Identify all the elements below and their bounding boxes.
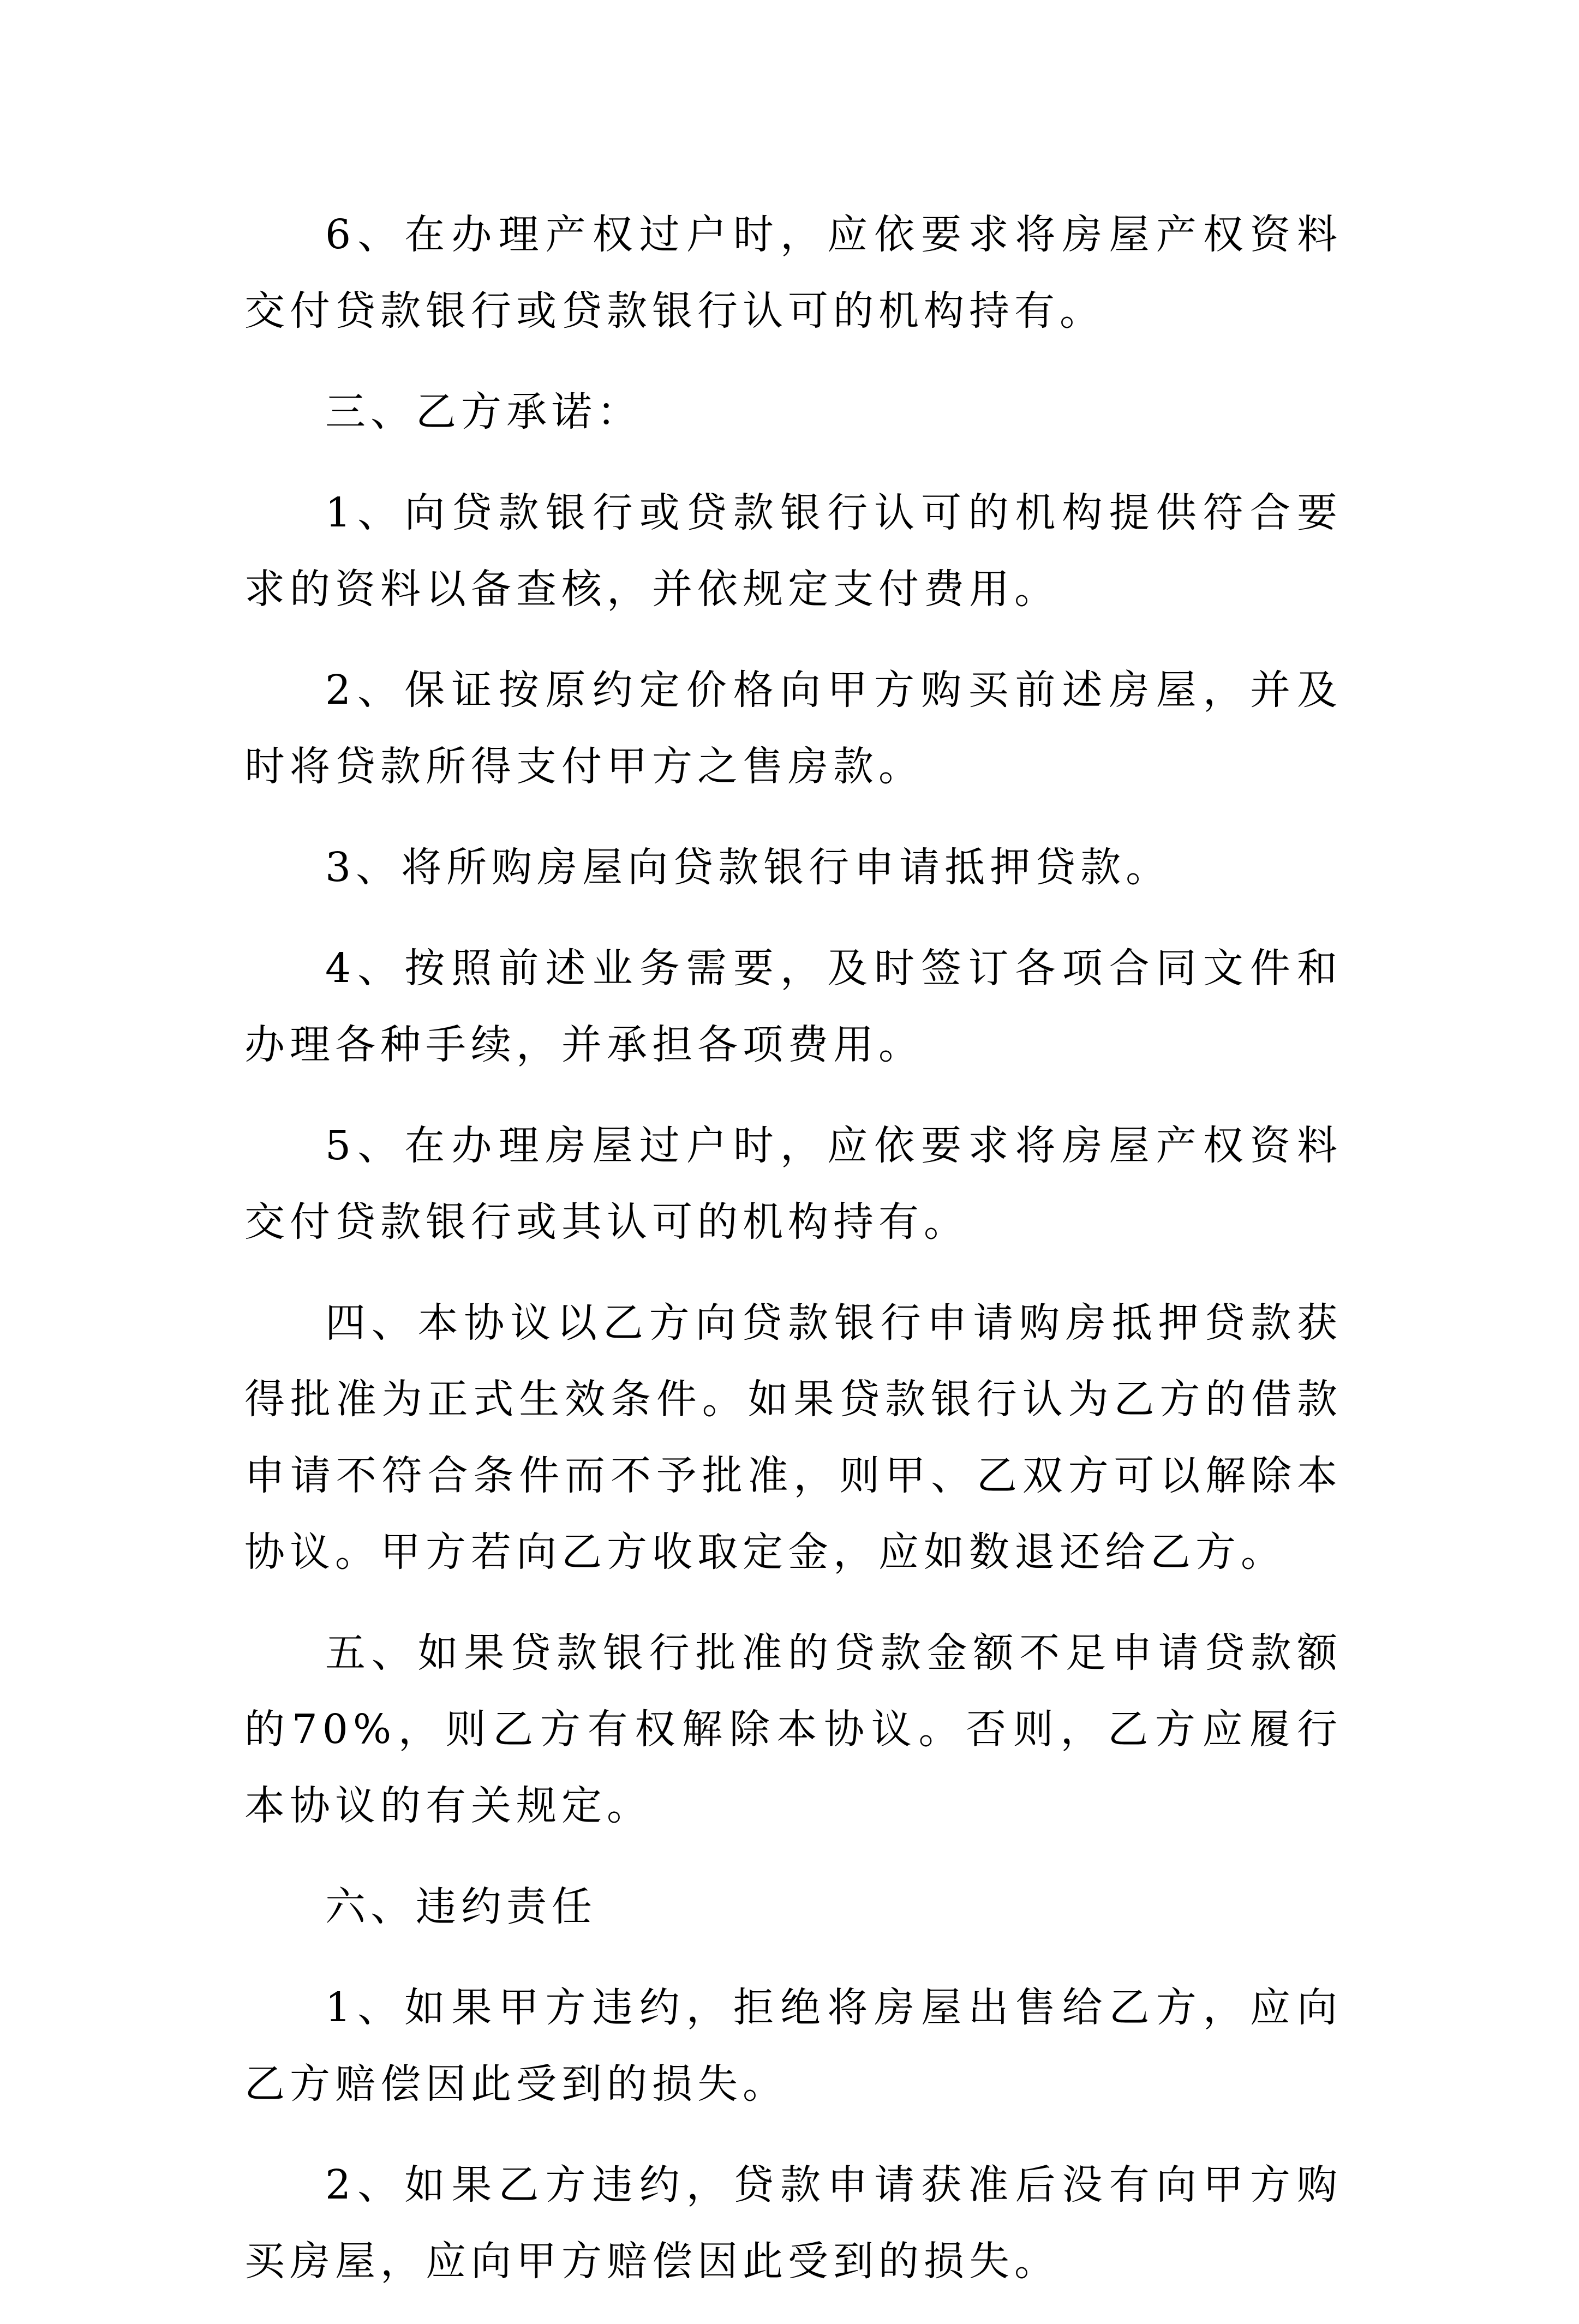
clause-3-2: 2、保证按原约定价格向甲方购买前述房屋，并及时将贷款所得支付甲方之售房款。 (244, 667, 1342, 790)
clause-6-1: 1、如果甲方违约，拒绝将房屋出售给乙方，应向乙方赔偿因此受到的损失。 (244, 1984, 1342, 2107)
clause-3-1: 1、向贷款银行或贷款银行认可的机构提供符合要求的资料以备查核，并依规定支付费用。 (244, 489, 1342, 613)
clause-6-2: 2、如果乙方违约，贷款申请获准后没有向甲方购买房屋，应向甲方赔偿因此受到的损失。 (244, 2161, 1342, 2285)
section-4-paragraph: 四、本协议以乙方向贷款银行申请购房抵押贷款获得批准为正式生效条件。如果贷款银行认为乙方的借款申请不符合条件而不予批准，则甲、乙双方可以解除本协议。甲方若向乙方收取定金，应如数退还给乙方。 (244, 1299, 1342, 1576)
document-body (244, 196, 1342, 2324)
section-5-paragraph: 五、如果贷款银行批准的贷款金额不足申请贷款额的70%，则乙方有权解除本协议。否则，乙方应履行本协议的有关规定。 (244, 1630, 1342, 1829)
section-6-heading: 六、违约责任 (325, 1883, 597, 1930)
section-3-heading: 三、乙方承诺： (325, 388, 642, 435)
clause-3-5: 5、在办理房屋过户时，应依要求将房屋产权资料交付贷款银行或其认可的机构持有。 (244, 1122, 1342, 1245)
clause-3-4: 4、按照前述业务需要，及时签订各项合同文件和办理各种手续，并承担各项费用。 (244, 945, 1342, 1068)
clause-3-3: 3、将所购房屋向贷款银行申请抵押贷款。 (325, 844, 1171, 891)
clause-2-6: 6、在办理产权过户时，应依要求将房屋产权资料交付贷款银行或贷款银行认可的机构持有。 (244, 211, 1342, 334)
